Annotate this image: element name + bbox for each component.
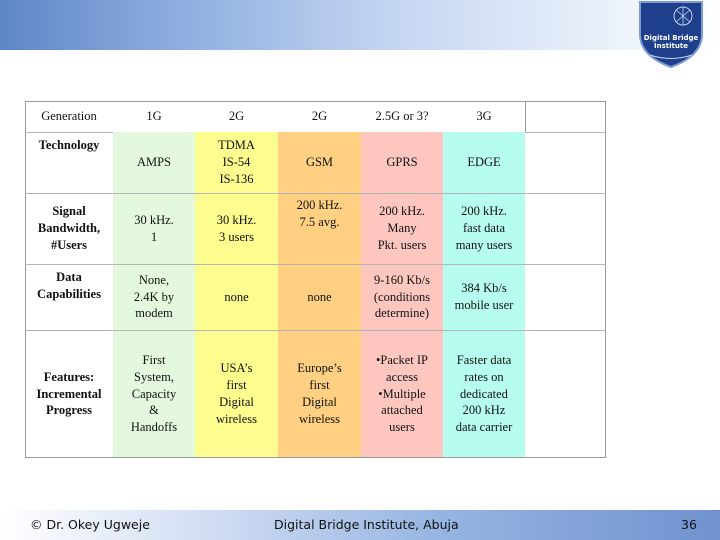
bandwidth-tdma: 30 kHz. 3 users (216, 212, 257, 244)
bandwidth-label: Signal Bandwidth, #Users (37, 204, 101, 252)
top-decorative-band (0, 0, 720, 50)
tech-gprs: GPRS (386, 155, 418, 170)
data-capabilities-label: Data Capabilities (37, 270, 101, 301)
tech-amps: AMPS (136, 155, 172, 170)
features-tdma: USA’s first Digital wireless (216, 361, 257, 426)
footer-institute: Digital Bridge Institute, Abuja (274, 517, 459, 532)
data-cap-1g: None, 2.4K by modem (133, 272, 175, 321)
features-edge: Faster data rates on dedicated 200 kHz data carrier (455, 352, 513, 435)
data-cap-gprs: 9-160 Kb/s (conditions determine) (373, 272, 431, 321)
technology-label: Technology (38, 137, 100, 152)
gen-header-1: 1G (146, 109, 162, 124)
bandwidth-gprs: 200 kHz. Many Pkt. users (377, 204, 427, 252)
bandwidth-1g: 30 kHz. 1 (134, 212, 174, 244)
gen-header-5: 3G (476, 109, 492, 124)
gen-header-4: 2.5G or 3? (375, 109, 429, 124)
tech-edge: EDGE (467, 155, 501, 170)
header-divider (525, 101, 526, 132)
features-label: Features: Incremental Progress (36, 369, 102, 418)
data-cap-gsm: none (307, 289, 332, 304)
page-number: 36 (681, 517, 697, 532)
gen-header-3: 2G (311, 109, 328, 124)
svg-text:Institute: Institute (654, 42, 688, 50)
tech-gsm: GSM (305, 155, 334, 170)
features-gprs: •Packet IP access •Multiple attached users (376, 352, 428, 435)
data-cap-tdma: none (224, 289, 249, 304)
features-gsm: Europe’s first Digital wireless (297, 361, 342, 426)
svg-text:Digital Bridge: Digital Bridge (643, 34, 699, 42)
bandwidth-edge: 200 kHz. fast data many users (455, 204, 513, 252)
bandwidth-gsm: 200 kHz. 7.5 avg. (296, 198, 343, 229)
generation-label: Generation (41, 109, 97, 124)
features-1g: First System, Capacity & Handoffs (130, 352, 178, 435)
tech-tdma: TDMA IS-54 IS-136 (218, 138, 255, 186)
institute-logo (636, 0, 706, 68)
data-cap-edge: 384 Kb/s mobile user (454, 281, 514, 312)
gen-header-2: 2G (228, 109, 245, 124)
footer-author: © Dr. Okey Ugweje (30, 517, 150, 532)
